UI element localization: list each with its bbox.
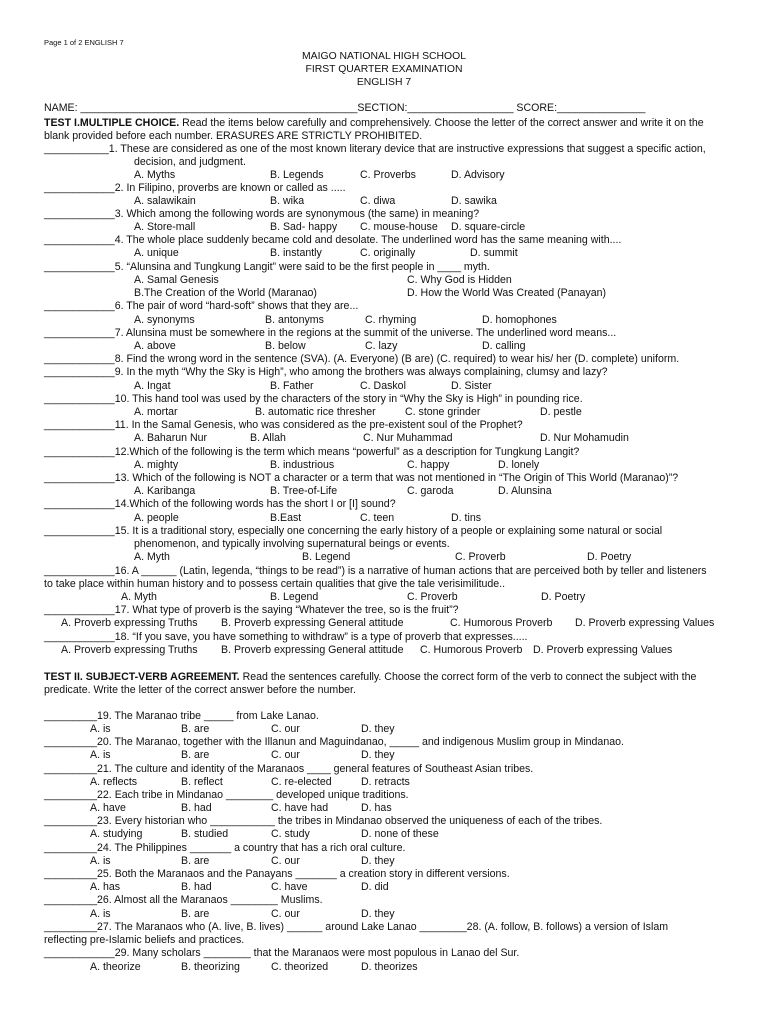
option-a: A. is <box>90 749 111 761</box>
question-1: ___________1. These are considered as one of the most known literary device that are instructive expressions that suggest a specific action, <box>44 143 706 155</box>
question-27-28: _________27. The Maranaos who (A. live, B. lives) ______ around Lake Lanao ________28. (A. follow, B. follows) a version of Islam <box>44 921 669 933</box>
option-d: D. they <box>361 855 395 867</box>
test2-instruction-1: Read the sentences carefully. Choose the correct form of the verb to connect the subject with the <box>242 671 697 683</box>
option-b: B. Legend <box>270 591 319 603</box>
question-16-cont: to take place within human history and to possess certain qualities that give the tale verisimilitude.. <box>44 578 506 590</box>
test1-instruction-1: Read the items below carefully and comprehensively. Choose the letter of the correct answer and write it on the <box>182 117 704 129</box>
option-a: A. Myth <box>134 551 170 563</box>
question-5-options-1 <box>0 274 768 287</box>
option-d: D. none of these <box>361 828 439 840</box>
option-c: C. lazy <box>365 340 398 352</box>
school-name: MAIGO NATIONAL HIGH SCHOOL <box>302 51 466 62</box>
question-9: ____________9. In the myth “Why the Sky is High”, who among the brothers was always complaining, clumsy and lazy? <box>44 366 608 378</box>
question-15-options <box>0 551 768 564</box>
option-a: A. is <box>90 723 111 735</box>
option-c: C. stone grinder <box>405 406 481 418</box>
option-d: D. summit <box>470 247 518 259</box>
question-25: _________25. Both the Maranaos and the Panayans _______ a creation story in different versions. <box>44 868 510 880</box>
option-c: C. our <box>271 723 300 735</box>
question-10: ____________10. This hand tool was used by the characters of the story in “Why the Sky is High” in pounding rice. <box>44 393 583 405</box>
question-14: ____________14.Which of the following words has the short I or [I] sound? <box>44 498 396 510</box>
option-c: C. Proverb <box>407 591 458 603</box>
option-c: C. teen <box>360 512 395 524</box>
question-23: _________23. Every historian who ___________ the tribes in Mindanao observed the uniqueness of each of the tribes. <box>44 815 603 827</box>
option-b: B. Tree-of-Life <box>270 485 338 497</box>
option-c: C. rhyming <box>365 314 417 326</box>
question-14-options <box>0 512 768 525</box>
option-a: A. is <box>90 855 111 867</box>
option-d: D. homophones <box>482 314 557 326</box>
option-b: B. had <box>181 881 212 893</box>
option-a: A. synonyms <box>134 314 195 326</box>
question-16-options <box>0 591 768 604</box>
option-a: A. above <box>134 340 176 352</box>
option-d: D. Proverb expressing Values <box>533 644 673 656</box>
option-a: A. salawikain <box>134 195 196 207</box>
option-b: B. automatic rice thresher <box>255 406 376 418</box>
option-c: C. Proverb <box>455 551 506 563</box>
question-3-options <box>0 221 768 234</box>
option-a: A. Store-mall <box>134 221 196 233</box>
question-11: ____________11. In the Samal Genesis, who was considered as the pre-existent soul of the Prophet? <box>44 419 523 431</box>
option-c: C. our <box>271 749 300 761</box>
option-c: C. Why God is Hidden <box>407 274 512 286</box>
question-2: ____________2. In Filipino, proverbs are known or called as ..... <box>44 182 346 194</box>
test2-instruction-2: predicate. Write the letter of the correct answer before the number. <box>44 684 356 696</box>
question-24-options <box>0 855 768 868</box>
question-21-options <box>0 776 768 789</box>
option-c: C. re-elected <box>271 776 332 788</box>
test1-instructions <box>44 117 704 130</box>
option-a: A. reflects <box>90 776 138 788</box>
option-b: B. Proverb expressing General attitude <box>221 617 404 629</box>
option-a: A. Myth <box>121 591 157 603</box>
question-17: ____________17. What type of proverb is the saying “Whatever the tree, so is the fruit”? <box>44 604 459 616</box>
option-c: C. our <box>271 855 300 867</box>
question-6: ____________6. The pair of word “hard-soft” shows that they are... <box>44 300 359 312</box>
question-1-options <box>0 169 768 182</box>
option-c: C. Nur Muhammad <box>363 432 453 444</box>
question-9-options <box>0 380 768 393</box>
option-b: B. are <box>181 749 210 761</box>
option-a: A. Samal Genesis <box>134 274 219 286</box>
test2-title: TEST II. SUBJECT-VERB AGREEMENT. <box>44 671 240 683</box>
option-b: B. had <box>181 802 212 814</box>
option-a: A. Proverb expressing Truths <box>61 617 198 629</box>
option-b: B.East <box>270 512 302 524</box>
option-b: B. wika <box>270 195 305 207</box>
option-c: C. have <box>271 881 308 893</box>
option-d: D. Proverb expressing Values <box>575 617 715 629</box>
option-a: A. people <box>134 512 179 524</box>
option-c: C. theorized <box>271 961 329 973</box>
question-24: _________24. The Philippines _______ a country that has a rich oral culture. <box>44 842 406 854</box>
question-16: ____________16. A ______ (Latin, legenda, “things to be read”) is a narrative of human actions that are perceived both by teller and listeners <box>44 565 707 577</box>
option-a: A. mortar <box>134 406 178 418</box>
question-26-options <box>0 908 768 921</box>
question-4: ____________4. The whole place suddenly became cold and desolate. The underlined word has the same meaning with.... <box>44 234 622 246</box>
option-d: D. they <box>361 908 395 920</box>
question-5-options-2 <box>0 287 768 300</box>
option-a: A. has <box>90 881 121 893</box>
question-5: ____________5. “Alunsina and Tungkung Langit” were said to be the first people in ____ myth. <box>44 261 490 273</box>
option-d: D. calling <box>482 340 526 352</box>
subject-title: ENGLISH 7 <box>356 77 412 88</box>
option-b: B.The Creation of the World (Maranao) <box>134 287 317 299</box>
option-a: A. Karibanga <box>134 485 196 497</box>
option-d: D. did <box>361 881 389 893</box>
test2-instructions <box>44 671 696 684</box>
option-b: B. Sad- happy <box>270 221 338 233</box>
question-10-options <box>0 406 768 419</box>
option-d: D. Poetry <box>541 591 586 603</box>
option-d: D. theorizes <box>361 961 418 973</box>
option-c: C. happy <box>407 459 450 471</box>
option-b: B. reflect <box>181 776 223 788</box>
option-b: B. Father <box>270 380 314 392</box>
question-19: _________19. The Maranao tribe _____ from Lake Lanao. <box>44 710 319 722</box>
question-29-options <box>0 961 768 974</box>
question-15: ____________15. It is a traditional story, especially one concerning the early history of a people or explaining some natural or social <box>44 525 663 537</box>
option-d: D. they <box>361 723 395 735</box>
question-19-options <box>0 723 768 736</box>
question-27-28-cont: reflecting pre-Islamic beliefs and practices. <box>44 934 245 946</box>
student-info-line: NAME: _______________________________________________SECTION:__________________ SCORE:_______________ <box>44 102 646 114</box>
option-d: D. they <box>361 749 395 761</box>
option-b: B. are <box>181 908 210 920</box>
option-d: D. sawika <box>451 195 497 207</box>
question-21: _________21. The culture and identity of the Maranaos ____ general features of Southeast Asian tribes. <box>44 763 534 775</box>
question-7: ____________7. Alunsina must be somewhere in the regions at the summit of the universe. The underlined word means... <box>44 327 617 339</box>
option-c: C. Proverbs <box>360 169 416 181</box>
option-a: A. Proverb expressing Truths <box>61 644 198 656</box>
question-3: ____________3. Which among the following words are synonymous (the same) in meaning? <box>44 208 480 220</box>
question-22-options <box>0 802 768 815</box>
question-20-options <box>0 749 768 762</box>
option-a: A. Ingat <box>134 380 171 392</box>
option-d: D. How the World Was Created (Panayan) <box>407 287 607 299</box>
question-11-options <box>0 432 768 445</box>
option-c: C. our <box>271 908 300 920</box>
question-18-options <box>0 644 768 657</box>
option-c: C. study <box>271 828 310 840</box>
option-b: B. antonyms <box>265 314 324 326</box>
option-d: D. Alunsina <box>498 485 552 497</box>
question-12: ____________12.Which of the following is the term which means “powerful” as a description for Tungkung Langit? <box>44 446 580 458</box>
option-d: D. Poetry <box>587 551 632 563</box>
option-d: D. lonely <box>498 459 540 471</box>
test1-title: TEST I.MULTIPLE CHOICE. <box>44 117 180 129</box>
option-b: B. theorizing <box>181 961 240 973</box>
question-1-cont: decision, and judgment. <box>134 156 246 168</box>
option-a: A. Baharun Nur <box>134 432 208 444</box>
option-c: C. Humorous Proverb <box>420 644 523 656</box>
option-a: A. is <box>90 908 111 920</box>
option-d: D. Sister <box>451 380 492 392</box>
option-b: B. instantly <box>270 247 322 259</box>
question-17-options <box>0 617 768 630</box>
option-b: B. Legend <box>302 551 351 563</box>
option-b: B. are <box>181 723 210 735</box>
question-2-options <box>0 195 768 208</box>
question-26: _________26. Almost all the Maranaos ________ Muslims. <box>44 894 323 906</box>
option-a: A. theorize <box>90 961 141 973</box>
option-c: C. diwa <box>360 195 396 207</box>
option-c: C. have had <box>271 802 329 814</box>
question-25-options <box>0 881 768 894</box>
question-18: ____________18. “If you save, you have something to withdraw” is a type of proverb that expresses..... <box>44 631 528 643</box>
question-22: _________22. Each tribe in Mindanao ________ developed unique traditions. <box>44 789 409 801</box>
option-d: D. Nur Mohamudin <box>540 432 629 444</box>
question-4-options <box>0 247 768 260</box>
option-b: B. Allah <box>250 432 286 444</box>
option-a: A. Myths <box>134 169 176 181</box>
question-12-options <box>0 459 768 472</box>
option-b: B. industrious <box>270 459 335 471</box>
question-20: _________20. The Maranao, together with the Illanun and Maguindanao, _____ and indigenous Muslim group in Mindanao. <box>44 736 624 748</box>
option-c: C. garoda <box>407 485 454 497</box>
option-a: A. unique <box>134 247 179 259</box>
question-29: ____________29. Many scholars ________ that the Maranaos were most populous in Lanao del Sur. <box>44 947 520 959</box>
option-a: A. have <box>90 802 126 814</box>
question-6-options <box>0 314 768 327</box>
page-label: Page 1 of 2 ENGLISH 7 <box>44 38 124 47</box>
option-c: C. Humorous Proverb <box>450 617 553 629</box>
question-23-options <box>0 828 768 841</box>
option-d: D. tins <box>451 512 482 524</box>
test1-instruction-2: blank provided before each number. ERASURES ARE STRICTLY PROHIBITED. <box>44 130 423 142</box>
option-b: B. Legends <box>270 169 324 181</box>
option-d: D. Advisory <box>451 169 505 181</box>
question-13: ____________13. Which of the following is NOT a character or a term that was not mentioned in “The Origin of This World (Maranao)”? <box>44 472 679 484</box>
question-15-cont: phenomenon, and typically involving supernatural beings or events. <box>134 538 450 550</box>
option-b: B. below <box>265 340 306 352</box>
option-c: C. mouse-house <box>360 221 438 233</box>
option-b: B. studied <box>181 828 229 840</box>
option-a: A. studying <box>90 828 143 840</box>
option-d: D. pestle <box>540 406 582 418</box>
question-8: ____________8. Find the wrong word in the sentence (SVA). (A. Everyone) (B are) (C. required) to wear his/ her (D. complete) uniform. <box>44 353 680 365</box>
option-b: B. Proverb expressing General attitude <box>221 644 404 656</box>
question-7-options <box>0 340 768 353</box>
option-a: A. mighty <box>134 459 179 471</box>
option-c: C. Daskol <box>360 380 406 392</box>
option-d: D. square-circle <box>451 221 526 233</box>
option-c: C. originally <box>360 247 416 259</box>
option-d: D. has <box>361 802 392 814</box>
option-d: D. retracts <box>361 776 410 788</box>
exam-title: FIRST QUARTER EXAMINATION <box>305 64 463 75</box>
option-b: B. are <box>181 855 210 867</box>
question-13-options <box>0 485 768 498</box>
